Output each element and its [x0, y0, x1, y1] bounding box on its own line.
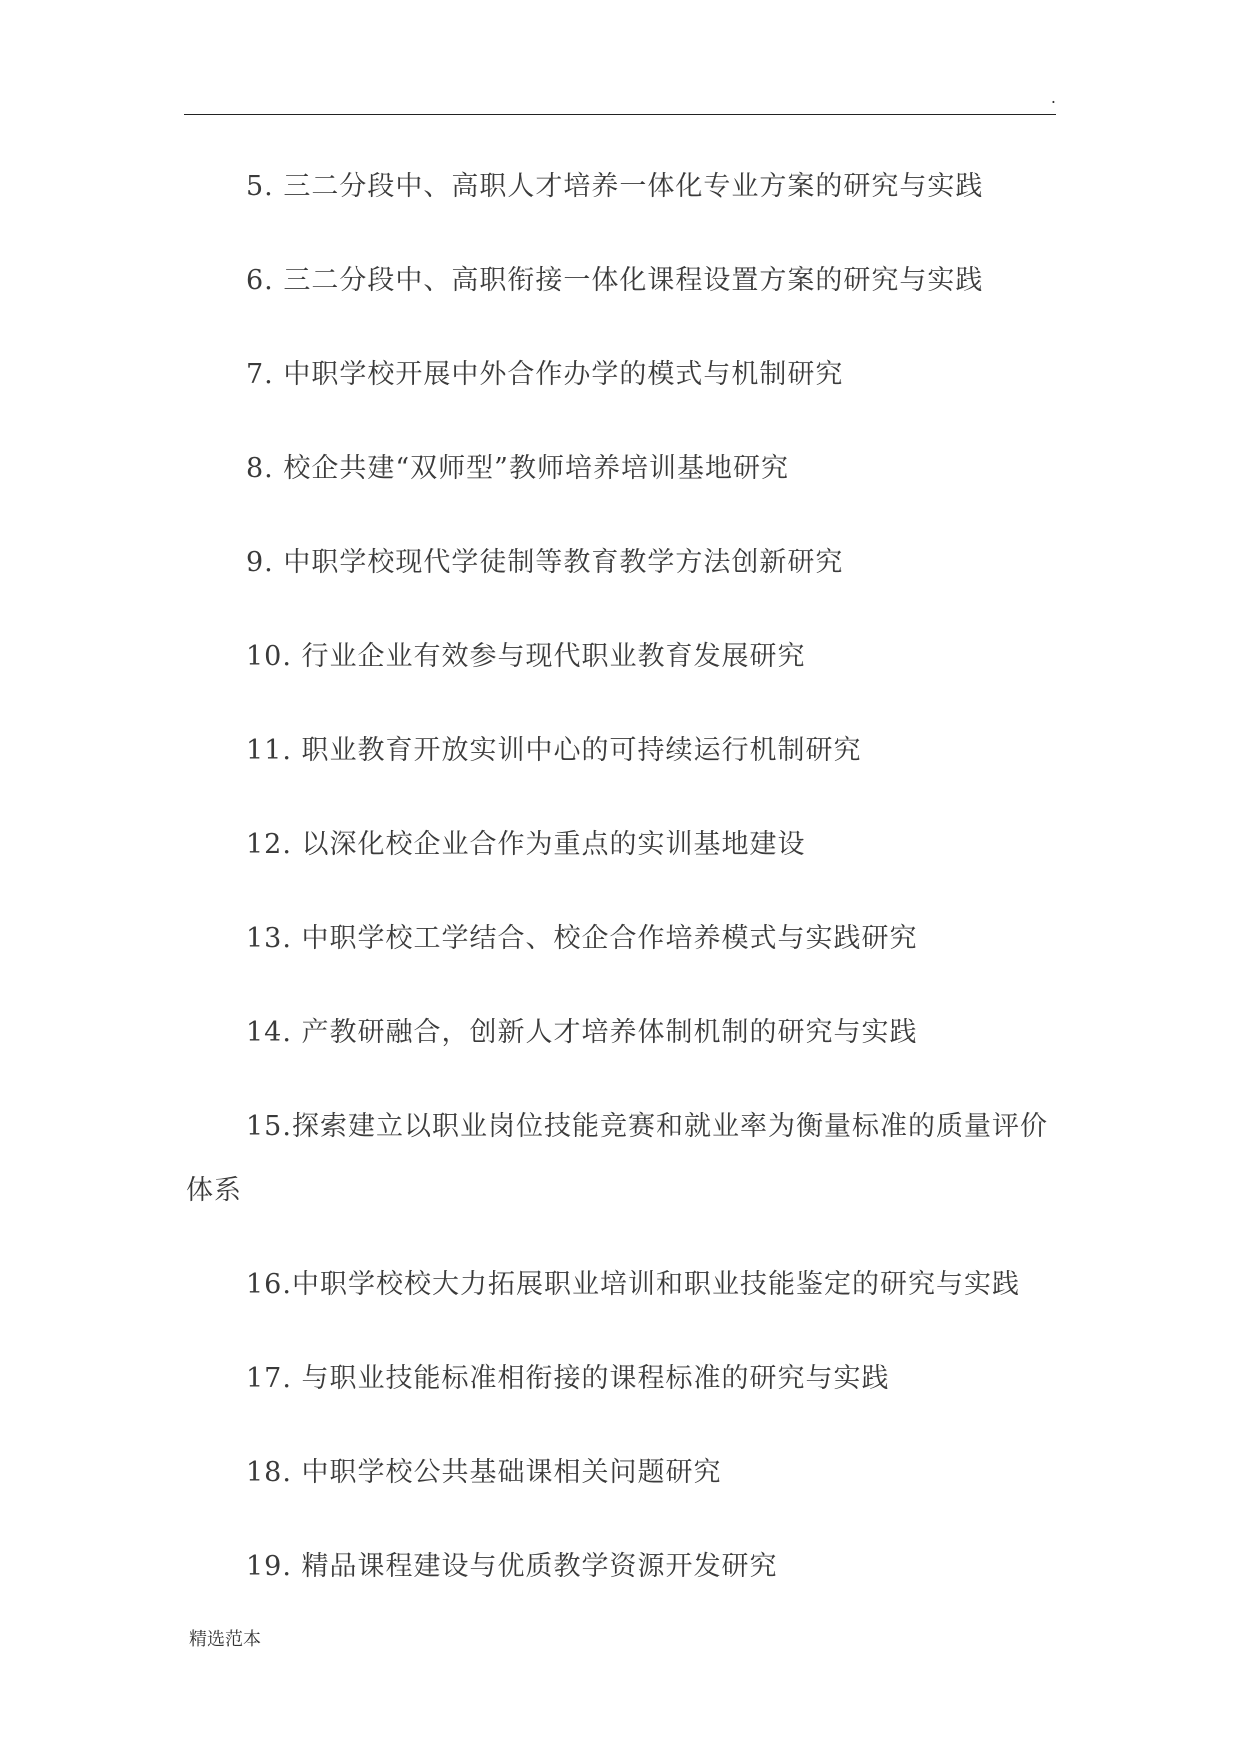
- topic-item-6: 6. 三二分段中、高职衔接一体化课程设置方案的研究与实践: [246, 265, 984, 296]
- topic-item-13: 13. 中职学校工学结合、校企合作培养模式与实践研究: [246, 923, 918, 954]
- header-mark: .: [1050, 88, 1056, 107]
- topic-item-18: 18. 中职学校公共基础课相关问题研究: [246, 1457, 722, 1488]
- topic-item-12: 12. 以深化校企业合作为重点的实训基地建设: [246, 829, 806, 860]
- topic-item-9: 9. 中职学校现代学徒制等教育教学方法创新研究: [246, 547, 844, 578]
- topic-item-19: 19. 精品课程建设与优质教学资源开发研究: [246, 1551, 778, 1582]
- footer-label: 精选范本: [189, 1629, 261, 1650]
- topic-item-17: 17. 与职业技能标准相衔接的课程标准的研究与实践: [246, 1363, 890, 1394]
- topic-item-5: 5. 三二分段中、高职人才培养一体化专业方案的研究与实践: [246, 171, 984, 202]
- topic-item-8: 8. 校企共建“双师型”教师培养培训基地研究: [246, 453, 789, 484]
- topic-item-11: 11. 职业教育开放实训中心的可持续运行机制研究: [246, 735, 862, 766]
- topic-list: [186, 155, 1056, 1629]
- header-rule: [184, 114, 1056, 115]
- topic-item-10: 10. 行业企业有效参与现代职业教育发展研究: [246, 641, 806, 672]
- topic-item-16: 16.中职学校校大力拓展职业培训和职业技能鉴定的研究与实践: [246, 1269, 1020, 1300]
- topic-item-15: 15.探索建立以职业岗位技能竞赛和就业率为衡量标准的质量评价体系: [186, 1111, 1048, 1206]
- topic-item-14: 14. 产教研融合，创新人才培养体制机制的研究与实践: [246, 1017, 918, 1048]
- topic-item-7: 7. 中职学校开展中外合作办学的模式与机制研究: [246, 359, 844, 390]
